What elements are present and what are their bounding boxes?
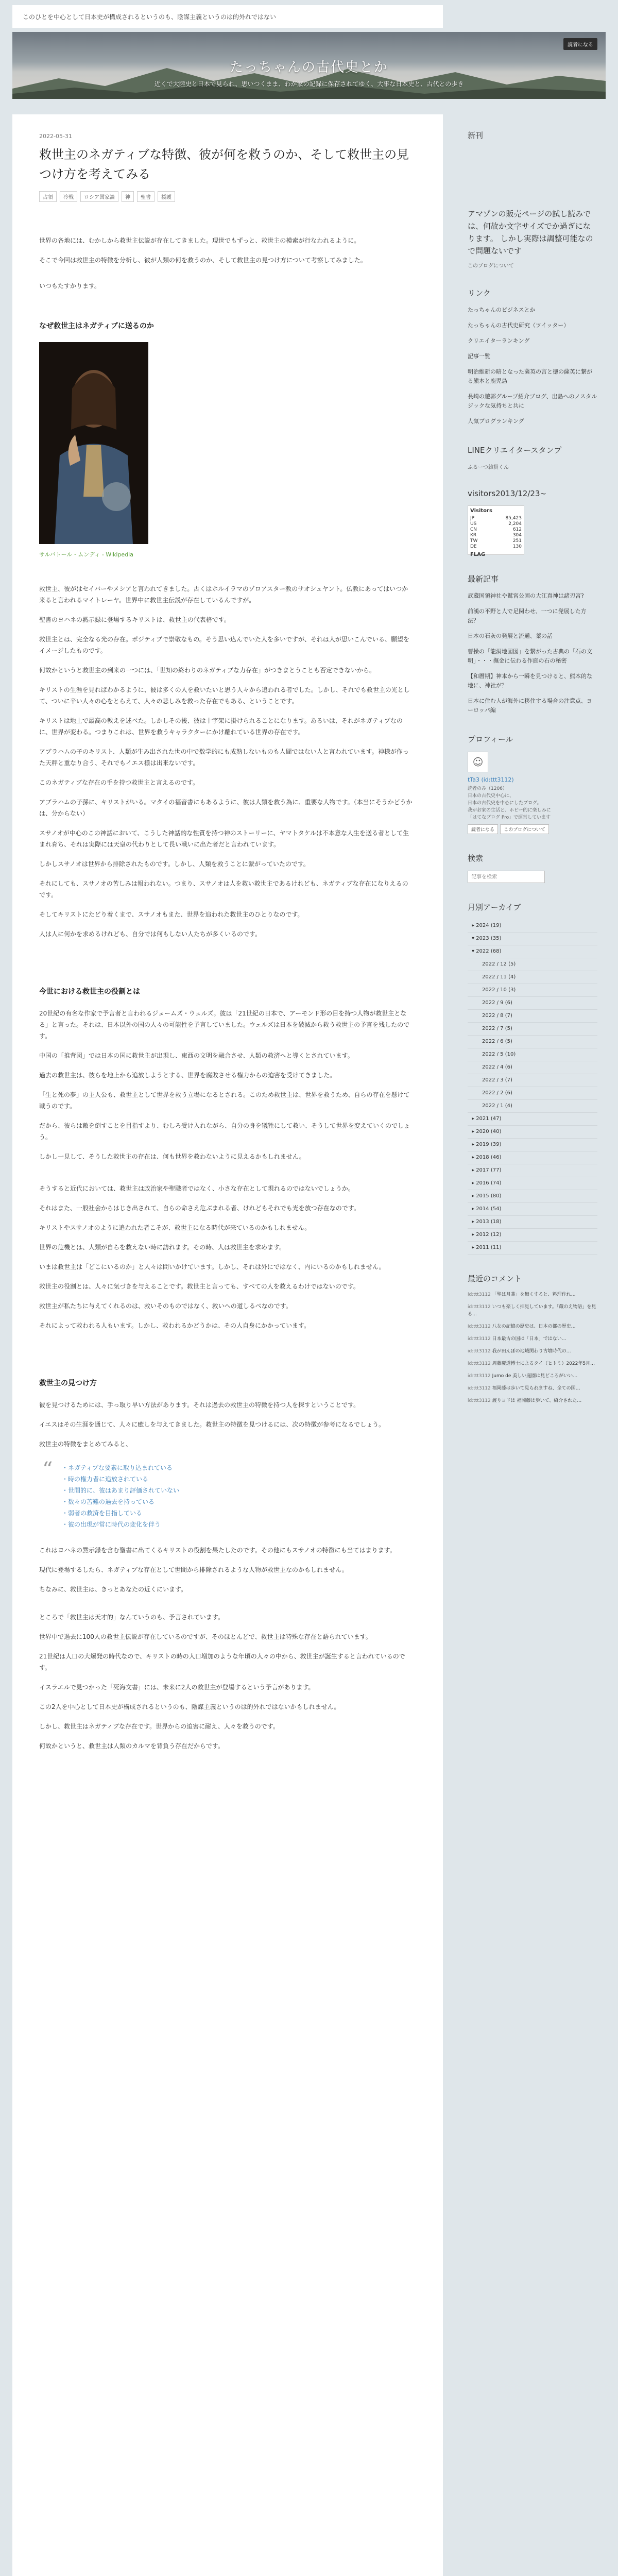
paragraph: この2人を中心として日本史が構成されるというのも、陰謀主義というのは的外れではないかもしれません。 <box>39 1703 340 1710</box>
stamp-link[interactable]: ふるーつ雑貨くん <box>468 465 509 470</box>
archive-month[interactable]: 2022 / 6 (5) <box>468 1036 597 1048</box>
archive-year[interactable]: ▸ 2013 (18) <box>468 1216 597 1229</box>
paragraph: イスラエルで見つかった「死海文書」には、未来に2人の救世主が登場するという予言があります。 <box>39 1684 315 1691</box>
paragraph: 救世主が私たちに与えてくれるのは、救いそのものではなく、救いへの道しるべなのです。 <box>39 1302 292 1310</box>
sidebar-link[interactable]: 人気ブログランキング <box>468 418 524 425</box>
comment-item[interactable]: id:ttt3112 八女の記憶の歴史は、日本の都の歴史… <box>468 1324 576 1329</box>
profile-name[interactable]: tTa3 (id:ttt3112) <box>468 776 514 783</box>
post-title[interactable]: 救世主のネガティブな特徴、彼が何を救うのか、そして救世主の見つけ方を考えてみる <box>39 147 409 181</box>
paragraph: 中国の「推背図」では日本の国に救世主が出現し、東西の文明を融合させ、人類の救済へと導くとされています。 <box>39 1052 354 1059</box>
archive-month[interactable]: 2022 / 10 (3) <box>468 984 597 997</box>
paragraph: イエスはその生涯を通じて、人々に癒しを与えてきました。救世主の特徴を見つけるには、次の特徴が参考になるでしょう。 <box>39 1421 385 1428</box>
post-date[interactable]: 2022-05-31 <box>39 133 72 140</box>
section-heading: なぜ救世主はネガティブに送るのか <box>39 322 154 330</box>
post-tags <box>39 191 414 202</box>
comment-item[interactable]: id:ttt3112 渡りヨドは 福岡藤は歩いて、紹介された… <box>468 1398 582 1403</box>
paragraph: 過去の救世主は、彼らを地上から追放しようとする、世界を腐敗させる権力からの迫害を受けてきました。 <box>39 1072 336 1079</box>
painting-figure <box>39 342 148 544</box>
paragraph: しかし、救世主はネガティブな存在です。世界からの迫害に耐え、人々を救うのです。 <box>39 1723 279 1730</box>
image-caption-link[interactable]: サルバトール・ムンディ - Wikipedia <box>39 551 133 558</box>
sidebar-link[interactable]: 長崎の遊郭グループ紹介ブログ、出島へのノスタルジックな気持ちと共に <box>468 393 597 409</box>
sidebar-latest <box>468 573 597 715</box>
latest-post-link[interactable]: 日本に住む人が海外に移住する場合の注意点、ヨーロッパ編 <box>468 698 592 714</box>
sidebar-heading: 月別アーカイブ <box>468 903 521 912</box>
paragraph: しかし一見して、そうした救世主の存在は、何も世界を救わないように見えるかもしれません。 <box>39 1153 305 1160</box>
profile-subscribe-button[interactable]: 読者になる <box>468 824 498 834</box>
archive-month[interactable]: 2022 / 1 (4) <box>468 1100 597 1113</box>
section-heading: 今世における救世主の役割とは <box>39 988 140 996</box>
sidebar-heading: visitors2013/12/23~ <box>468 489 547 498</box>
archive-year[interactable]: ▸ 2024 (19) <box>468 920 597 933</box>
paragraph: 彼を見つけるためには、手っ取り早い方法があります。それは過去の救世主の特徴を持つ人を探すということです。 <box>39 1401 360 1409</box>
archive-year[interactable]: ▸ 2018 (46) <box>468 1151 597 1164</box>
archive-month[interactable]: 2022 / 11 (4) <box>468 971 597 984</box>
profile-about-button[interactable]: このブログについて <box>500 824 549 834</box>
visitor-row: KR 304 <box>470 533 522 538</box>
paragraph: いつもたすかります。 <box>39 282 101 290</box>
sidebar-heading: プロフィール <box>468 735 513 744</box>
sidebar-heading: LINEクリエイタースタンプ <box>468 446 562 455</box>
feature-quote <box>39 1458 414 1530</box>
paragraph: それはまた、一般社会からはじき出されて、自らの命さえ危ぶまれる者、けれどもそれでも光を放つ存在なのです。 <box>39 1205 360 1212</box>
sidebar-heading: リンク <box>468 289 491 298</box>
latest-post-link[interactable]: 【和暦期】神本から一瞬を見つけると、熊本的な地に、神社が？ <box>468 673 592 689</box>
paragraph: アブラハムの子孫に、キリストがいる。マタイの福音書にもあるように、彼は人類を救う為に、重要な人物です。（本当にそうかどうかは、分からない） <box>39 799 413 817</box>
paragraph: 救世主の特徴をまとめてみると、 <box>39 1440 132 1448</box>
tag[interactable]: 神 <box>122 191 134 202</box>
paragraph: 世界中で過去に100人の救世主伝説が存在しているのですが、そのほとんどで、救世主は特殊な存在と語られています。 <box>39 1633 372 1640</box>
top-note: このひとを中心として日本史が構成されるというのも、陰謀主義というのは的外れではない <box>12 5 443 28</box>
sidebar-link[interactable]: クリエイターランキング <box>468 337 530 344</box>
sidebar-visitors <box>468 489 597 555</box>
sidebar-ad <box>468 208 597 269</box>
latest-post-link[interactable]: 曹操の「龍洞地図図」を繋がった古典の「石の文明」・・・撫金に伝わる作庭の石の秘密 <box>468 648 592 664</box>
archive-year[interactable]: ▸ 2020 (40) <box>468 1126 597 1139</box>
paragraph: ところで「救世主は天才的」なんていうのも、予言されています。 <box>39 1614 224 1621</box>
paragraph: 聖書のヨハネの黙示録に登場するキリストは、救世主の代表格です。 <box>39 616 230 623</box>
salvator-mundi-image[interactable] <box>39 342 148 544</box>
profile-desc: 日本の古代史中心に、 <box>468 793 514 799</box>
archive-month[interactable]: 2022 / 5 (10) <box>468 1048 597 1061</box>
subscribe-button[interactable]: 読者になる <box>563 38 597 50</box>
tag[interactable]: 冷戦 <box>60 191 77 202</box>
paragraph: いまは救世主は「どこにいるのか」と人々は問いかけています。しかし、それは外にではなく、内にいるのかもしれません。 <box>39 1263 385 1270</box>
blog-header <box>12 32 606 99</box>
archive-year[interactable]: ▸ 2012 (12) <box>468 1229 597 1242</box>
comment-item[interactable]: id:ttt3112 「聖は月華」を無くすると、料理作れ… <box>468 1292 576 1297</box>
archive-month[interactable]: 2022 / 3 (7) <box>468 1074 597 1087</box>
paragraph: スサノオが中心のこの神話において、こうした神話的な性質を持つ神のストーリーに、ヤマトタケルは不本意な人生を送る者として生まれ育ち、それは実際には天皇の代わりとして長い戦いに出た者だと言われています。 <box>39 829 409 848</box>
archive-year[interactable]: ▸ 2019 (39) <box>468 1139 597 1151</box>
sidebar-heading: 最新記事 <box>468 574 499 584</box>
archive-year[interactable]: ▾ 2022 (68) <box>468 945 597 958</box>
sidebar-search <box>468 853 597 883</box>
archive-month[interactable]: 2022 / 9 (6) <box>468 997 597 1010</box>
sidebar-link[interactable]: 記事一覧 <box>468 353 490 360</box>
list-item[interactable]: ・彼の出現が常に時代の変化を伴う <box>62 1521 161 1528</box>
tag[interactable]: 聖書 <box>137 191 154 202</box>
paragraph: しかしスサノオは世界から排除されたものです。しかし、人類を救うことに繋がっていたのです。 <box>39 860 310 868</box>
sidebar-link[interactable]: たっちゃんの古代史研究（ツイッター） <box>468 322 570 329</box>
profile-meta: 読者のみ（1206） <box>468 786 507 791</box>
paragraph: ちなみに、救世主は、きっとあなたの近くにいます。 <box>39 1586 187 1593</box>
comment-item[interactable]: id:ttt3112 Jumo de 美しい庭園は見どころがいい… <box>468 1374 578 1379</box>
visitor-row: TW 251 <box>470 538 522 544</box>
sidebar-line-stamps <box>468 445 597 470</box>
paragraph: 救世主とは、完全なる光の存在。ポジティブで崇敬なもの。そう思い込んでいた人を多いですが、それは人が思いこんでいる、願望をイメージしたものです。 <box>39 636 409 654</box>
paragraph: 救世主の役割とは、人々に気づきを与えることです。救世主と言っても、すべての人を救えるわけではないのです。 <box>39 1283 359 1290</box>
archive-month[interactable]: 2022 / 4 (6) <box>468 1061 597 1074</box>
ad-link[interactable]: このブログについて <box>468 263 514 269</box>
archive-month[interactable]: 2022 / 8 (7) <box>468 1010 597 1023</box>
sidebar-link[interactable]: 明治維新の暗となった薩英の言と徳の薩英に繋がる熊本と鹿児島 <box>468 368 592 384</box>
archive-year[interactable]: ▸ 2015 (80) <box>468 1190 597 1203</box>
paragraph: そうすると近代においては、救世主は政治家や聖職者ではなく、小さな存在として現れるのではないでしょうか。 <box>39 1185 354 1192</box>
article <box>12 114 443 2576</box>
paragraph: キリストの生涯を見ればわかるように、彼は多くの人を救いたいと思う人々から追われる者でした。しかし、それでも救世主の光として、ついに辛い人々の心をとらえて、人々の悲しみを救った存在でもある、ということです。 <box>39 686 410 705</box>
paragraph: そこで今回は救世主の特徴を分析し、彼が人類の何を救うのか、そして救世主の見つけ方について考察してみました。 <box>39 257 367 264</box>
archive-month[interactable]: 2022 / 2 (6) <box>468 1087 597 1100</box>
paragraph: これはヨハネの黙示録を含む聖書に出てくるキリストの役割を果たしたのです。その他にもスサノオの特徴にも当てはまります。 <box>39 1547 396 1554</box>
paragraph: 救世主、彼がはセイバーやメシアと言われてきました。古くはホルイラマのゾロアスター教のサオシュヤント。仏教にあってはいつか来ると言われるマイトレーヤ。世界中に救世主伝説が存在しているんですが。 <box>39 585 408 604</box>
profile-desc: 「はてなブログ Pro」で運営しています <box>468 815 551 820</box>
sidebar-profile <box>468 734 597 834</box>
paragraph: それによって救われる人もいます。しかし、救われるかどうかは、その人自身にかかっています。 <box>39 1322 311 1329</box>
paragraph: 何故かというと、救世主は人類のカルマを背負う存在だからです。 <box>39 1742 224 1750</box>
blog-description: 近くで大陸史と日本で見られ、思いつくまま、わが家の記録に保存されてゆく、大事な日本史と、古代との歩き <box>154 80 464 88</box>
archive-year[interactable]: ▾ 2023 (35) <box>468 933 597 945</box>
blog-title[interactable]: たっちゃんの古代史とか <box>229 60 388 75</box>
tag[interactable]: 援護 <box>158 191 175 202</box>
list-item[interactable]: ・数々の苦難の過去を持っている <box>62 1498 155 1505</box>
comment-item[interactable]: id:ttt3112 いつも楽しく拝見しています。「蔵のえ物語」を見る… <box>468 1304 596 1317</box>
comment-item[interactable]: id:ttt3112 周藤慶道博士によるタイ（ヒトミ）2022年5月… <box>468 1361 595 1366</box>
visitor-counter[interactable] <box>468 505 524 555</box>
sidebar-comments <box>468 1273 597 1404</box>
sidebar-heading: 新刊 <box>468 131 484 140</box>
list-item[interactable]: ・ネガティブな要素に取り込まれている <box>62 1464 173 1471</box>
archive-year[interactable]: ▸ 2016 (74) <box>468 1177 597 1190</box>
profile-desc: 日本の古代史を中心にしたブログ。 <box>468 801 542 806</box>
paragraph: 21世紀は人口の大爆発の時代なので、キリストの時の人口増加のような年頃の人々の中から、救世主が誕生すると言われているのです。 <box>39 1653 405 1671</box>
comment-item[interactable]: id:ttt3112 我が田んぼの地域関わり古墳時代の… <box>468 1349 571 1354</box>
archive-year[interactable]: ▸ 2011 (11) <box>468 1242 597 1255</box>
paragraph: 世界の各地には、むかしから救世主伝説が存在してきました。現世でもずっと、救世主の模索が行なわれるように。 <box>39 237 360 244</box>
tag[interactable]: ロシア国家論 <box>80 191 118 202</box>
sidebar-new-book <box>468 130 597 141</box>
visitor-row: CN 612 <box>470 527 522 532</box>
paragraph: そしてキリストにたどり着くまで、スサノオもまた、世界を追われた救世主のひとりなのです。 <box>39 911 304 918</box>
visitor-row: DE 130 <box>470 544 522 549</box>
archive-year[interactable]: ▸ 2017 (77) <box>468 1164 597 1177</box>
visitor-title: Visitors <box>470 508 492 514</box>
paragraph: 「生と死の夢」の主人公も、救世主として世界を救う立場になるとされる。このため救世主は、世界を救うため、自らの存在を懸けて戦うのです。 <box>39 1091 410 1110</box>
search-input[interactable] <box>468 871 545 883</box>
paragraph: アブラハムの子のキリスト、人類が生み出された世の中で数学的にも成熟しないものも人間ではない人と言われています。神様が作った天秤と重なり合う、それでもイエス様は出来ないです。 <box>39 748 409 767</box>
list-item[interactable]: ・時の権力者に追放されている <box>62 1476 149 1483</box>
avatar[interactable]: ☺ <box>468 752 488 772</box>
sidebar-links <box>468 287 597 426</box>
visitor-row: JP 85,423 <box>470 516 522 521</box>
sidebar-link[interactable]: たっちゃんのビジネスとか <box>468 307 536 313</box>
paragraph: 世界の危機とは、人類が自らを救えない時に訪れます。その時、人は救世主を求めます。 <box>39 1244 286 1251</box>
paragraph: キリストは地上で最高の教えを述べた。しかしその後、彼は十字架に掛けられることになります。あるいは、それがネガティブなのに、世界が変わる。つまりこれは、世界を救うキャラクターにかけ離れている世界の存在です。 <box>39 717 403 736</box>
latest-post-link[interactable]: 日本の石灰の発展と流通、薬の話 <box>468 633 553 639</box>
profile-desc: 我がお家の生活と、ホビー的に楽しみに <box>468 808 551 813</box>
paragraph: このネガティブな存在の手を持つ救世主と言えるのです。 <box>39 779 199 786</box>
sidebar-heading: 検索 <box>468 854 484 863</box>
visitor-flag-label: FLAG <box>470 552 486 557</box>
paragraph: 人は人に何かを求めるけれども、自分では何もしない人たちが多くいるのです。 <box>39 930 262 938</box>
paragraph: だから、彼らは敵を倒すことを目指すより、むしろ受け入れながら、自分の身を犠牲にして救い、そうして世界を変えていくのでしょう。 <box>39 1122 410 1141</box>
paragraph: 20世紀の有名な作家で予言者と言われるジェームズ・ウェルズ。彼は「21世紀の日本で、アーモンド形の目を持つ人物が救世主となる」と言った。それは、日本以外の国の人々の可能性を予言していました。ウェルズは日本を破滅から救う救世主の予言を残したのです。 <box>39 1010 410 1040</box>
feature-list <box>62 1462 414 1530</box>
comment-item[interactable]: id:ttt3112 日本最古の国は「日本」ではない… <box>468 1336 566 1342</box>
paragraph: 現代に登場するしたら、ネガティブな存在として世間から排除されるような人物が救世主なのかもしれません。 <box>39 1566 348 1573</box>
latest-post-link[interactable]: 武蔵国領神社や鷲宮公園の大江真神は諸刃宮? <box>468 592 584 599</box>
archive-year[interactable]: ▸ 2021 (47) <box>468 1113 597 1126</box>
section-heading: 救世主の見つけ方 <box>39 1379 97 1387</box>
archive-month[interactable]: 2022 / 7 (5) <box>468 1023 597 1036</box>
sidebar-heading: 最近のコメント <box>468 1274 522 1283</box>
ad-text[interactable]: アマゾンの販売ページの試し読みでは、何故か文字サイズでか過ぎになります。 しかし実際は調整可能なので問題ないです <box>468 209 593 256</box>
paragraph: キリストやスサノオのように追われた者こそが、救世主になる時代が来ているのかもしれません。 <box>39 1224 311 1231</box>
list-item[interactable]: ・弱者の救済を目指している <box>62 1510 143 1517</box>
paragraph: それにしても、スサノオの苦しみは報われない。つまり、スサノオは人を救い救世主であるけれども、ネガティブな存在になりえるのです。 <box>39 880 408 899</box>
comment-item[interactable]: id:ttt3112 福岡藤は歩いて見られますね、全ての国… <box>468 1386 580 1391</box>
latest-post-link[interactable]: 前漢の平野と人で足関わせ、一つに発展した方法？ <box>468 608 587 624</box>
list-item[interactable]: ・世間的に、彼はあまり評価されていない <box>62 1487 180 1494</box>
tag[interactable]: 占領 <box>39 191 57 202</box>
paragraph: 何故かというと救世主の到来の一つには、「世知の終わりのネガティブな力存在」がつきまとうことも否定できないから。 <box>39 667 376 674</box>
quote-icon: “ <box>42 1458 53 1482</box>
top-strip <box>0 0 618 32</box>
archive-month[interactable]: 2022 / 12 (5) <box>468 958 597 971</box>
visitor-row: US 2,204 <box>470 521 522 527</box>
sidebar-archive <box>468 902 597 1255</box>
sidebar <box>455 114 606 2576</box>
archive-year[interactable]: ▸ 2014 (54) <box>468 1203 597 1216</box>
